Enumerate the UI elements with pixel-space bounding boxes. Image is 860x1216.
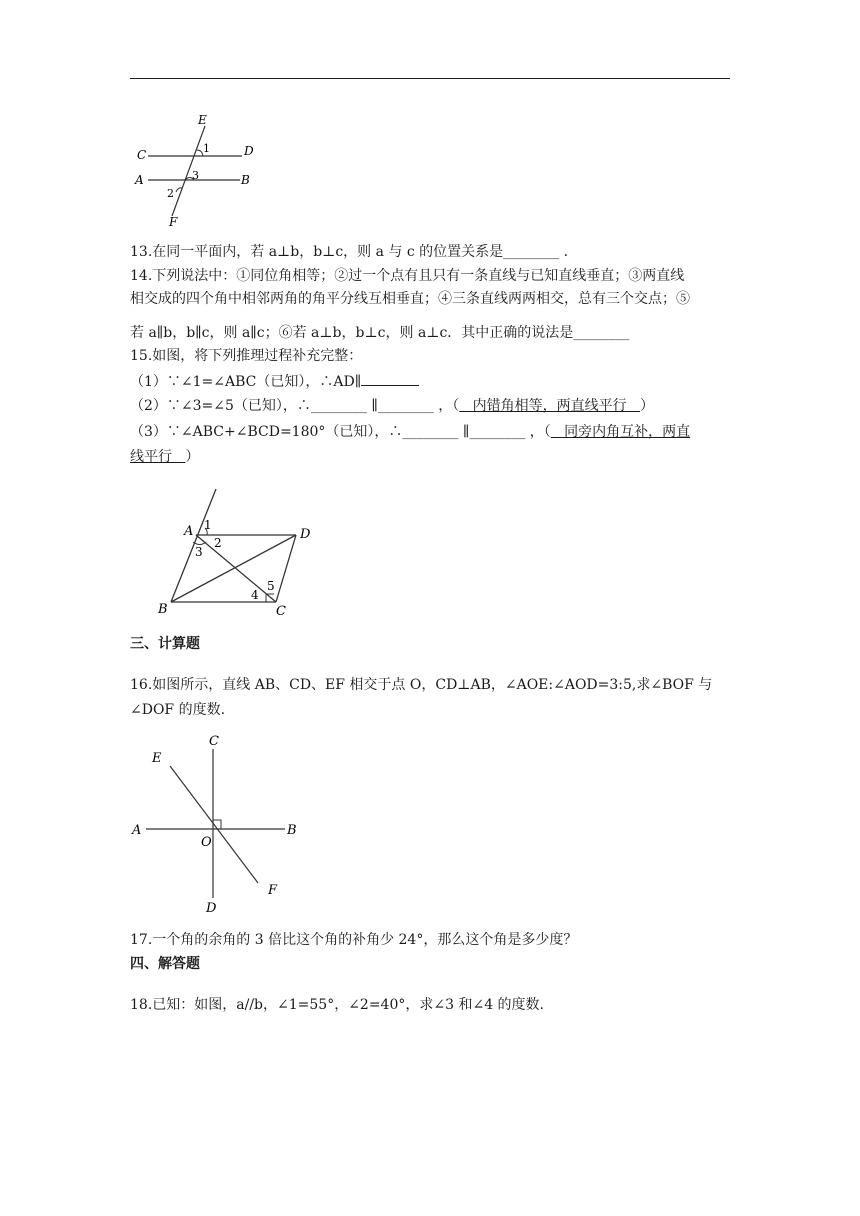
- q15-p3-reason-cont: 线平行: [130, 449, 186, 465]
- question-13: 13.在同一平面内，若 a⊥b，b⊥c，则 a 与 c 的位置关系是________ .: [130, 244, 569, 260]
- fig2-angle-1: 1: [204, 518, 212, 532]
- q15-p3-reason: 同旁内角互补，两直: [550, 424, 691, 440]
- question-15-part-1: [130, 370, 740, 393]
- q15-p2-close: ）: [639, 398, 654, 414]
- fig2-label-a: A: [184, 524, 194, 539]
- q15-p1-answer-blank: [361, 370, 419, 386]
- fig1-label-b: B: [241, 173, 250, 187]
- figure-parallel-lines-transversal: [130, 112, 270, 232]
- fig1-angle-2: 2: [167, 187, 174, 200]
- fig3-label-e: E: [152, 751, 162, 766]
- q15-p2-reason: 内错角相等，两直线平行: [459, 398, 640, 414]
- q15-p1-text: （1）∵∠1=∠ABC（已知），∴AD∥: [130, 374, 362, 390]
- question-15-part-3-cont: [130, 446, 740, 468]
- q15-p3-text: （3）∵∠ABC+∠BCD=180°（已知），∴________ ∥________ ，（: [130, 424, 551, 440]
- fig2-angle-5: 5: [267, 579, 275, 593]
- fig1-label-f: F: [169, 215, 178, 229]
- question-15-part-2: [130, 395, 740, 417]
- fig2-label-d: D: [300, 527, 311, 542]
- fig3-label-a: A: [132, 823, 142, 838]
- question-17: 17.一个角的余角的 3 倍比这个角的补角少 24°，那么这个角是多少度？: [130, 932, 578, 948]
- fig3-label-d: D: [206, 901, 217, 916]
- header-rule: [130, 78, 730, 79]
- fig1-label-a: A: [135, 173, 144, 187]
- question-15-part-3: [130, 421, 740, 443]
- fig2-angle-3: 3: [195, 545, 203, 559]
- fig1-angle-3: 3: [192, 169, 199, 182]
- question-14-line-2: 相交成的四个角中相邻两角的角平分线互相垂直；④三条直线两两相交，总有三个交点；⑤: [130, 291, 690, 307]
- section-3-title: 三、计算题: [130, 636, 200, 652]
- question-16-line-1: 16.如图所示，直线 AB、CD、EF 相交于点 O，CD⊥AB，∠AOE:∠AOD=3:5,求∠BOF 与: [130, 677, 713, 693]
- section-4-title: 四、解答题: [130, 956, 200, 972]
- question-14-line-3: 若 a∥b，b∥c，则 a∥c；⑥若 a⊥b，b⊥c，则 a⊥c．其中正确的说法是________: [130, 325, 630, 341]
- fig1-angle-1: 1: [203, 142, 210, 155]
- fig3-label-f: F: [268, 883, 278, 898]
- figure-parallelogram: [150, 485, 325, 620]
- fig1-label-c: C: [137, 148, 147, 162]
- fig1-label-e: E: [198, 113, 207, 127]
- fig3-label-o: O: [201, 835, 212, 850]
- fig2-label-c: C: [276, 604, 286, 619]
- fig2-label-b: B: [158, 602, 168, 617]
- fig2-angle-4: 4: [251, 588, 259, 602]
- figure-intersecting-lines: [128, 728, 308, 918]
- fig2-angle-2: 2: [214, 536, 222, 550]
- fig3-label-b: B: [287, 823, 297, 838]
- question-18: 18.已知：如图，a//b，∠1=55°，∠2=40°，求∠3 和∠4 的度数.: [130, 997, 544, 1013]
- question-15-intro: 15.如图，将下列推理过程补充完整：: [130, 348, 363, 364]
- q15-p2-text: （2）∵∠3=∠5（已知），∴________ ∥________ ，（: [130, 398, 460, 414]
- fig1-label-d: D: [244, 144, 254, 158]
- fig3-label-c: C: [209, 734, 219, 749]
- question-16-line-2: ∠DOF 的度数.: [130, 702, 226, 718]
- question-14-line-1: 14.下列说法中：①同位角相等；②过一个点有且只有一条直线与已知直线垂直；③两直线: [130, 268, 685, 284]
- q15-p3-close: ）: [185, 449, 200, 465]
